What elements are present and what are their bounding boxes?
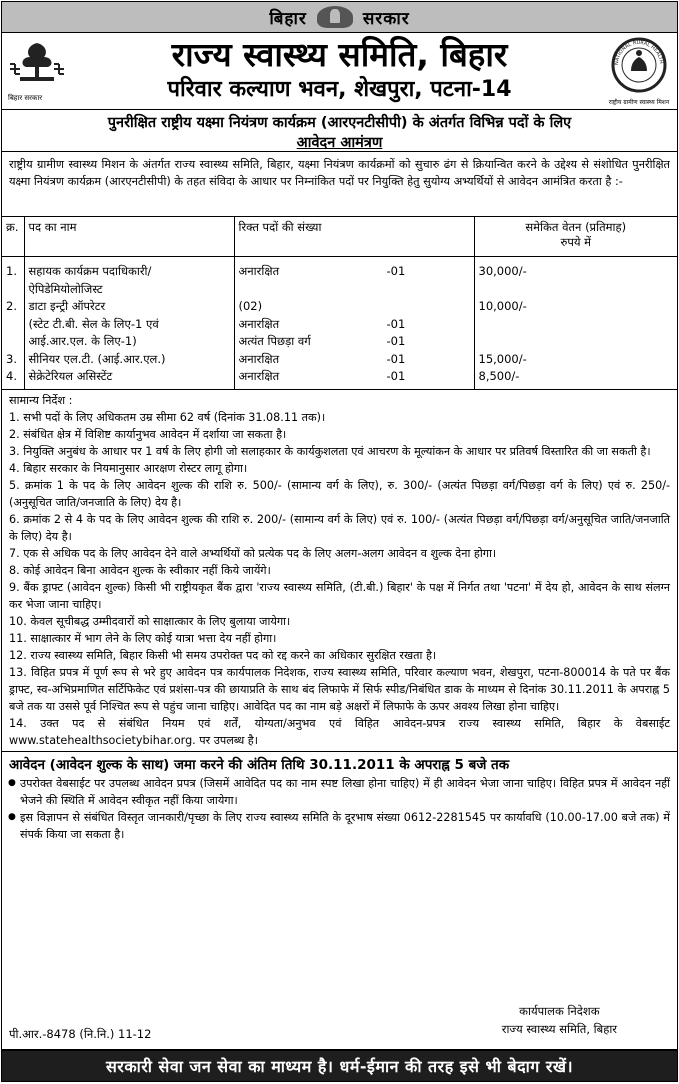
instruction-item: 6. क्रमांक 2 से 4 के पद के लिए आवेदन शुल्क की राशि रु. 200/- (सामान्य वर्ग के लिए) एवं रु. 100/- (अत्यंत पिछड़ा वर्ग/पिछड़ा वर्ग/अनुसूचित जाति/जनजाति के लिए) देय है।	[9, 512, 670, 543]
col-header-post: पद का नाम	[24, 217, 234, 257]
vacancy-cell: अनारक्षित -01	[234, 263, 474, 298]
post-name: सीनियर एल.टी. (आई.आर.एल.)	[24, 351, 234, 369]
post-name: सेक्रेटेरियल असिस्टेंट	[24, 368, 234, 389]
instruction-item: 2. संबंधित क्षेत्र में विशिष्ट कार्यानुभव आवेदन में दर्शाया जा सकता है।	[9, 427, 287, 441]
vacancy-table	[2, 216, 677, 390]
left-logo-caption: बिहार सरकार	[8, 94, 43, 102]
reference-number: पी.आर.-8478 (नि.नि.) 11-12	[9, 1027, 152, 1041]
bullet-notes	[2, 775, 677, 843]
row-number: 2.	[6, 299, 17, 313]
bullet-item: ● इस विज्ञापन से संबंधित विस्तृत जानकारी/पृच्छा के लिए राज्य स्वास्थ्य समिति के दूरभाष संख्या 0612-2281545 पर कार्यावधि (10.00-17.00 बजे तक) में संपर्क किया जा सकता है।	[20, 809, 670, 843]
col-header-pay-label: समेकित वेतन (प्रतिमाह)	[525, 220, 627, 234]
col-header-pay-unit: रुपये में	[560, 235, 592, 249]
right-logo-caption: राष्ट्रीय ग्रामीण स्वास्थ्य मिशन	[608, 99, 670, 106]
banner-left-text: बिहार	[269, 8, 307, 29]
instruction-item: 9. बैंक ड्राफ्ट (आवेदन शुल्क) किसी भी राष्ट्रीयकृत बैंक द्वारा 'राज्य स्वास्थ्य समिति, (टी.बी.) बिहार' के पक्ष में निर्गत तथा 'पटना' में देय हो, आवेदन के साथ संलग्न कर भेजा जाना चाहिए।	[9, 580, 670, 611]
signature-block	[502, 1002, 617, 1038]
pay-cell: 15,000/-	[474, 351, 677, 369]
pay-cell: 10,000/-	[474, 298, 677, 351]
advertisement-page	[1, 1, 678, 1082]
row-number: 3.	[6, 351, 17, 366]
vacancy-cell: (02) अनारक्षित -01 अत्यंत पिछड़ा वर्ग -01	[234, 298, 474, 351]
col-header-vacancies: रिक्त पदों की संख्या	[234, 217, 474, 257]
subject-line-1: पुनरीक्षित राष्ट्रीय यक्ष्मा नियंत्रण कार्यक्रम (आरएनटीसीपी) के अंतर्गत विभिन्न पदों के लिए	[107, 115, 572, 131]
instruction-item: 13. विहित प्रपत्र में पूर्ण रूप से भरे हुए आवेदन पत्र कार्यपालक निदेशक, राज्य स्वास्थ्य समिति, परिवार कल्याण भवन, शेखपुरा, पटना-800014 के पते पर बैंक ड्राफ्ट, स्व-अभिप्रमाणित सर्टिफिकेट एवं प्रशंसा-पत्र की छायाप्रति के साथ बंद लिफाफे में सिर्फ स्पीड/निबंधित डाक के माध्यम से दिनांक 30.11.2011 के अपराह्न 5 बजे तक या उससे पूर्व निश्चित रूप से पहुंच जाना चाहिए। आवेदित पद का नाम बड़े अक्षरों में लिफाफे के ऊपर अवश्य लिखा होना चाहिए।	[9, 665, 670, 713]
table-row	[2, 263, 677, 298]
last-date-notice: आवेदन (आवेदन शुल्क के साथ) जमा करने की अंतिम तिथि 30.11.2011 के अपराह्न 5 बजे तक	[2, 751, 677, 775]
vacancy-cell: अनारक्षित -01	[234, 368, 474, 389]
instruction-item: 4. बिहार सरकार के नियमानुसार आरक्षण रोस्टर लागू होगा।	[9, 461, 248, 475]
intro-paragraph: राष्ट्रीय ग्रामीण स्वास्थ्य मिशन के अंतर्गत राज्य स्वास्थ्य समिति, बिहार, यक्ष्मा नियंत्रण कार्यक्रमों को सुचारु ढंग से क्रियान्वित करने के उद्देश्य से संशोधित पुनरीक्षित यक्ष्मा नियंत्रण कार्यक्रम (आरएनटीसीपी) के तहत संविदा के आधार पर निम्नांकित पदों पर नियुक्ति हेतु सुयोग्य अभ्यर्थियों से आवेदन आमंत्रित करता है :-	[9, 158, 670, 188]
nrhm-logo	[607, 37, 671, 105]
header	[2, 33, 677, 110]
instruction-item: 14. उक्त पद से संबंधित नियम एवं शर्तें, योग्यता/अनुभव एवं विहित आवेदन-प्रपत्र राज्य स्वास्थ्य समिति, बिहार के वेबसाईट www.statehealthsocietybihar.org. पर उपलब्ध है।	[9, 716, 670, 747]
instruction-item: 5. क्रमांक 1 के पद के लिए आवेदन शुल्क की राशि रु. 500/- (सामान्य वर्ग के लिए), रु. 300/- (अत्यंत पिछड़ा वर्ग/पिछड़ा वर्ग के लिए) एवं रु. 250/- (अनुसूचित जाति/जनजाति के लिए) देय है।	[9, 478, 670, 509]
bullet-item: ● उपरोक्त वेबसाईट पर उपलब्ध आवेदन प्रपत्र (जिसमें आवेदित पद का नाम स्पष्ट लिखा होना चाहिए) में ही आवेदन भेजा जाना चाहिए। विहित प्रपत्र में आवेदन नहीं भेजने की स्थिति में आवेदन स्वीकृत नहीं किया जायेगा।	[20, 775, 670, 809]
pay-cell: 8,500/-	[474, 368, 677, 389]
col-header-pay	[474, 217, 677, 257]
pay-cell: 30,000/-	[474, 263, 677, 298]
instructions-heading: सामान्य निर्देश :	[9, 393, 73, 407]
nrhm-emblem-icon	[611, 37, 667, 93]
post-name: सहायक कार्यक्रम पदाधिकारी/ ऐपिडेमियोलोजिस्ट	[24, 263, 234, 298]
page-title: राज्य स्वास्थ्य समिति, बिहार	[171, 35, 508, 74]
vacancy-cell: अनारक्षित -01	[234, 351, 474, 369]
table-body	[2, 257, 677, 390]
instruction-item: 11. साक्षात्कार में भाग लेने के लिए कोई यात्रा भत्ता देय नहीं होगा।	[9, 631, 277, 645]
footer-slogan: सरकारी सेवा जन सेवा का माध्यम है। धर्म-ईमान की तरह इसे भी बेदाग रखें।	[2, 1049, 677, 1081]
table-row	[2, 368, 677, 389]
instruction-item: 12. राज्य स्वास्थ्य समिति, बिहार किसी भी समय उपरोक्त पद को रद्द करने का अधिकार सुरक्षित रखता है।	[9, 648, 437, 662]
instruction-item: 10. केवल सूचीबद्ध उम्मीदवारों को साक्षात्कार के लिए बुलाया जायेगा।	[9, 614, 291, 628]
table-row	[2, 351, 677, 369]
office-address: परिवार कल्याण भवन, शेखपुरा, पटना-14	[167, 77, 512, 102]
bihar-emblem-icon	[317, 6, 353, 28]
col-header-no: क्र.	[2, 217, 24, 257]
banner-right-text: सरकार	[362, 8, 410, 29]
subject-line-2: आवेदन आमंत्रण	[296, 135, 383, 151]
signatory-office: राज्य स्वास्थ्य समिति, बिहार	[501, 1022, 617, 1036]
bihar-government-logo	[8, 39, 66, 103]
row-number: 4.	[2, 368, 24, 389]
instruction-item: 1. सभी पदों के लिए अधिकतम उम्र सीमा 62 वर्ष (दिनांक 31.08.11 तक)।	[9, 410, 326, 424]
subject-heading	[2, 110, 677, 152]
table-row	[2, 298, 677, 351]
nrhm-ring-text: NATIONAL RURAL HEALTH	[613, 39, 665, 66]
instruction-item: 7. एक से अधिक पद के लिए आवेदन देने वाले अभ्यर्थियों को प्रत्येक पद के लिए अलग-अलग आवेदन व शुल्क देना होगा।	[9, 546, 497, 560]
instruction-item: 8. कोई आवेदन बिना आवेदन शुल्क के स्वीकार नहीं किये जायेंगे।	[9, 563, 271, 577]
post-name: डाटा इन्ट्री ऑपरेटर (स्टेट टी.बी. सेल के लिए-1 एवं आई.आर.एल. के लिए-1)	[24, 298, 234, 351]
instruction-item: 3. नियुक्ति अनुबंध के आधार पर 1 वर्ष के लिए होगी जो सलाहकार के कार्यकुशलता एवं आचरण के मूल्यांकन के आधार पर प्रतिवर्ष विस्तारित की जा सकती है।	[9, 444, 651, 458]
general-instructions	[2, 390, 677, 749]
signatory-designation: कार्यपालक निदेशक	[519, 1004, 600, 1018]
bodhi-tree-icon	[8, 39, 66, 91]
row-number: 1.	[6, 264, 17, 278]
government-banner	[2, 2, 677, 33]
table-header-row	[2, 217, 677, 257]
